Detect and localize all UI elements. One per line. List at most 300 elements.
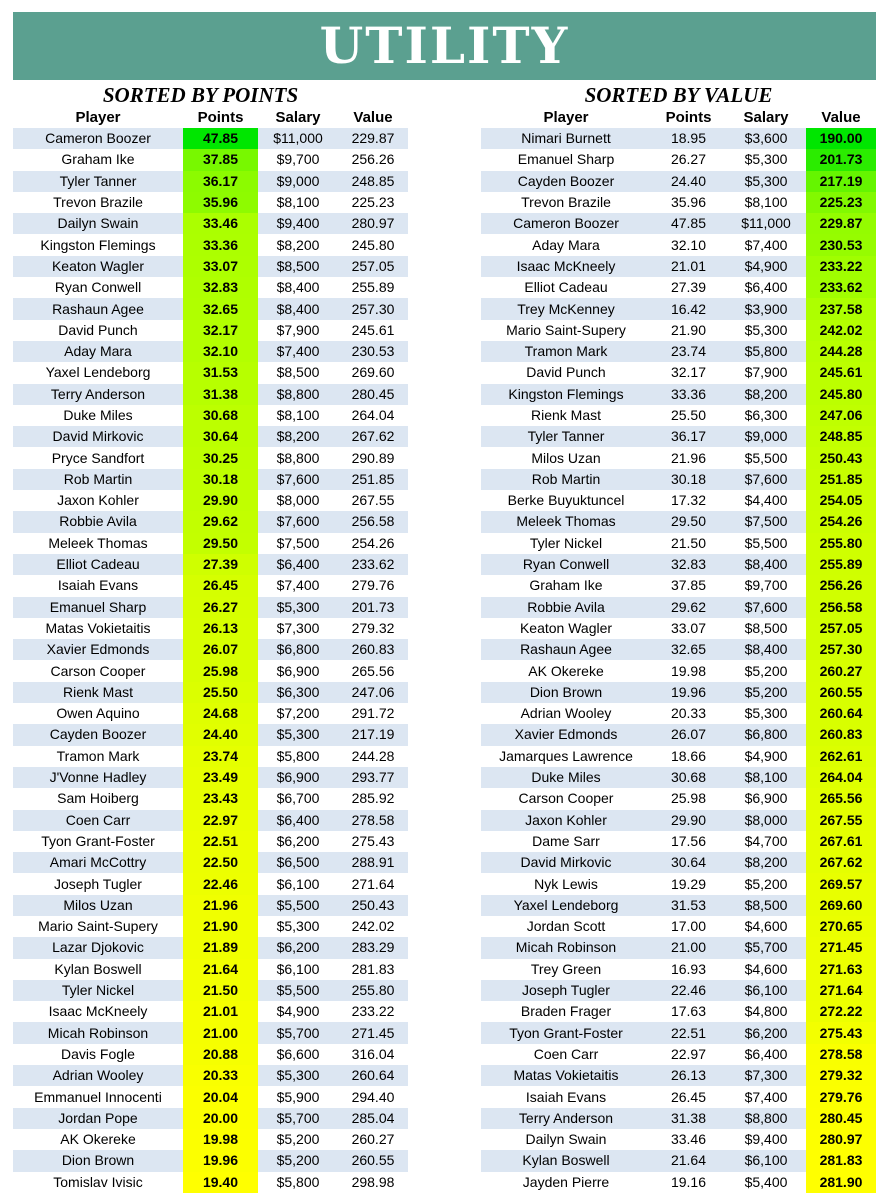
- value-cell: 256.58: [338, 511, 408, 532]
- value-cell: 262.61: [806, 746, 876, 767]
- player-cell: Dailyn Swain: [481, 1129, 651, 1150]
- player-cell: Jaxon Kohler: [13, 490, 183, 511]
- player-cell: Tyon Grant-Foster: [13, 831, 183, 852]
- points-cell: 20.00: [183, 1108, 258, 1129]
- salary-cell: $5,200: [726, 873, 806, 894]
- table-row: [13, 618, 408, 639]
- points-cell: 32.10: [183, 341, 258, 362]
- player-cell: Emanuel Sharp: [13, 597, 183, 618]
- salary-cell: $5,400: [726, 1172, 806, 1193]
- value-cell: 257.30: [806, 639, 876, 660]
- value-cell: 254.05: [806, 490, 876, 511]
- table-row: [481, 597, 876, 618]
- salary-cell: $8,500: [258, 362, 338, 383]
- value-cell: 298.98: [338, 1172, 408, 1193]
- player-cell: Meleek Thomas: [481, 511, 651, 532]
- points-cell: 47.85: [183, 128, 258, 149]
- table-row: [13, 639, 408, 660]
- player-cell: Cayden Boozer: [481, 171, 651, 192]
- table-row: [13, 895, 408, 916]
- salary-cell: $6,200: [258, 831, 338, 852]
- header-row: [481, 106, 876, 128]
- player-cell: Robbie Avila: [481, 597, 651, 618]
- table-row: [481, 171, 876, 192]
- table-row: [13, 873, 408, 894]
- points-cell: 26.07: [183, 639, 258, 660]
- salary-cell: $8,400: [258, 298, 338, 319]
- salary-cell: $6,300: [726, 405, 806, 426]
- player-cell: Trey Green: [481, 959, 651, 980]
- value-cell: 271.64: [806, 980, 876, 1001]
- salary-cell: $8,200: [258, 426, 338, 447]
- player-cell: Nyk Lewis: [481, 873, 651, 894]
- value-cell: 275.43: [806, 1022, 876, 1043]
- value-cell: 280.97: [338, 213, 408, 234]
- player-cell: Tomislav Ivisic: [13, 1172, 183, 1193]
- points-cell: 21.90: [651, 320, 726, 341]
- value-cell: 280.45: [338, 384, 408, 405]
- player-cell: David Mirkovic: [481, 852, 651, 873]
- player-cell: Kingston Flemings: [481, 384, 651, 405]
- points-cell: 31.38: [651, 1108, 726, 1129]
- player-cell: Davis Fogle: [13, 1044, 183, 1065]
- value-cell: 250.43: [338, 895, 408, 916]
- value-cell: 257.30: [338, 298, 408, 319]
- player-cell: Cayden Boozer: [13, 724, 183, 745]
- salary-cell: $8,400: [726, 639, 806, 660]
- salary-cell: $8,800: [726, 1108, 806, 1129]
- points-cell: 22.50: [183, 852, 258, 873]
- points-cell: 32.65: [651, 639, 726, 660]
- points-heading: SORTED BY POINTS: [102, 83, 299, 107]
- salary-cell: $5,900: [258, 1086, 338, 1107]
- value-cell: 251.85: [806, 469, 876, 490]
- value-cell: 233.22: [338, 1001, 408, 1022]
- points-cell: 33.46: [183, 213, 258, 234]
- value-cell: 233.22: [806, 256, 876, 277]
- value-cell: 281.83: [806, 1150, 876, 1171]
- salary-cell: $5,200: [726, 660, 806, 681]
- points-cell: 26.13: [651, 1065, 726, 1086]
- salary-cell: $4,900: [726, 746, 806, 767]
- points-cell: 22.97: [651, 1044, 726, 1065]
- player-cell: Pryce Sandfort: [13, 447, 183, 468]
- value-cell: 280.97: [806, 1129, 876, 1150]
- salary-cell: $5,300: [258, 724, 338, 745]
- table-row: [481, 895, 876, 916]
- value-cell: 267.55: [806, 810, 876, 831]
- salary-cell: $5,300: [258, 1065, 338, 1086]
- table-row: [481, 277, 876, 298]
- salary-cell: $6,200: [726, 1022, 806, 1043]
- value-cell: 255.80: [338, 980, 408, 1001]
- points-panel: [13, 84, 408, 1193]
- table-row: [481, 1044, 876, 1065]
- salary-cell: $6,800: [726, 724, 806, 745]
- points-cell: 32.10: [651, 234, 726, 255]
- value-cell: 245.80: [806, 384, 876, 405]
- points-cell: 37.85: [183, 149, 258, 170]
- table-row: [481, 469, 876, 490]
- value-cell: 260.27: [806, 660, 876, 681]
- salary-cell: $5,500: [726, 447, 806, 468]
- points-cell: 26.27: [183, 597, 258, 618]
- value-cell: 267.55: [338, 490, 408, 511]
- player-cell: Isaiah Evans: [13, 575, 183, 596]
- table-row: [13, 511, 408, 532]
- points-cell: 22.51: [651, 1022, 726, 1043]
- table-row: [481, 937, 876, 958]
- table-row: [13, 767, 408, 788]
- player-cell: Carson Cooper: [13, 660, 183, 681]
- player-cell: Matas Vokietaitis: [481, 1065, 651, 1086]
- player-cell: Braden Frager: [481, 1001, 651, 1022]
- table-row: [481, 1065, 876, 1086]
- salary-cell: $5,200: [258, 1150, 338, 1171]
- table-row: [13, 384, 408, 405]
- table-row: [13, 1150, 408, 1171]
- player-cell: Xavier Edmonds: [481, 724, 651, 745]
- table-row: [481, 810, 876, 831]
- player-cell: Mario Saint-Supery: [13, 916, 183, 937]
- points-cell: 29.62: [183, 511, 258, 532]
- salary-cell: $6,900: [726, 788, 806, 809]
- player-cell: Emanuel Sharp: [481, 149, 651, 170]
- points-cell: 21.89: [183, 937, 258, 958]
- points-cell: 18.95: [651, 128, 726, 149]
- table-row: [481, 746, 876, 767]
- table-row: [481, 831, 876, 852]
- table-row: [481, 128, 876, 149]
- value-cell: 281.90: [806, 1172, 876, 1193]
- value-cell: 247.06: [806, 405, 876, 426]
- table-row: [481, 724, 876, 745]
- salary-cell: $7,200: [258, 703, 338, 724]
- salary-cell: $5,300: [726, 171, 806, 192]
- salary-cell: $5,500: [726, 533, 806, 554]
- player-cell: Owen Aquino: [13, 703, 183, 724]
- table-row: [481, 192, 876, 213]
- table-row: [13, 213, 408, 234]
- table-row: [13, 746, 408, 767]
- table-row: [481, 298, 876, 319]
- player-cell: Duke Miles: [13, 405, 183, 426]
- value-cell: 271.45: [338, 1022, 408, 1043]
- player-cell: Coen Carr: [13, 810, 183, 831]
- table-row: [481, 788, 876, 809]
- points-cell: 19.98: [183, 1129, 258, 1150]
- value-heading: SORTED BY VALUE: [584, 83, 773, 107]
- salary-cell: $7,600: [726, 469, 806, 490]
- points-cell: 19.40: [183, 1172, 258, 1193]
- value-cell: 225.23: [338, 192, 408, 213]
- table-row: [481, 1022, 876, 1043]
- salary-cell: $6,300: [258, 682, 338, 703]
- table-row: [13, 298, 408, 319]
- points-cell: 22.97: [183, 810, 258, 831]
- player-cell: Mario Saint-Supery: [481, 320, 651, 341]
- points-cell: 19.96: [183, 1150, 258, 1171]
- points-cell: 29.90: [651, 810, 726, 831]
- points-cell: 30.64: [651, 852, 726, 873]
- table-row: [13, 320, 408, 341]
- points-cell: 21.96: [183, 895, 258, 916]
- player-cell: Adrian Wooley: [13, 1065, 183, 1086]
- points-cell: 25.50: [651, 405, 726, 426]
- salary-cell: $6,400: [726, 1044, 806, 1065]
- salary-cell: $7,400: [726, 1086, 806, 1107]
- table-row: [13, 852, 408, 873]
- value-cell: 290.89: [338, 447, 408, 468]
- points-cell: 17.32: [651, 490, 726, 511]
- table-row: [481, 660, 876, 681]
- table-row: [481, 575, 876, 596]
- salary-cell: $6,800: [258, 639, 338, 660]
- player-cell: Isaac McKneely: [13, 1001, 183, 1022]
- player-cell: Isaac McKneely: [481, 256, 651, 277]
- table-row: [13, 490, 408, 511]
- points-cell: 21.90: [183, 916, 258, 937]
- salary-cell: $5,300: [726, 703, 806, 724]
- value-cell: 229.87: [338, 128, 408, 149]
- player-cell: Amari McCottry: [13, 852, 183, 873]
- player-cell: Yaxel Lendeborg: [481, 895, 651, 916]
- salary-cell: $7,900: [726, 362, 806, 383]
- table-row: [13, 277, 408, 298]
- table-row: [13, 554, 408, 575]
- value-cell: 269.60: [806, 895, 876, 916]
- points-cell: 21.00: [183, 1022, 258, 1043]
- salary-cell: $8,000: [258, 490, 338, 511]
- player-cell: Cameron Boozer: [13, 128, 183, 149]
- player-cell: Micah Robinson: [13, 1022, 183, 1043]
- player-cell: Trevon Brazile: [13, 192, 183, 213]
- value-cell: 260.83: [338, 639, 408, 660]
- player-cell: Nimari Burnett: [481, 128, 651, 149]
- salary-cell: $5,200: [726, 682, 806, 703]
- salary-cell: $6,900: [258, 767, 338, 788]
- points-cell: 21.96: [651, 447, 726, 468]
- points-cell: 24.68: [183, 703, 258, 724]
- salary-cell: $7,500: [726, 511, 806, 532]
- value-cell: 230.53: [806, 234, 876, 255]
- player-cell: Trey McKenney: [481, 298, 651, 319]
- table-row: [481, 1108, 876, 1129]
- player-cell: Milos Uzan: [481, 447, 651, 468]
- col-header-value: Value: [821, 108, 861, 126]
- value-cell: 267.62: [338, 426, 408, 447]
- value-cell: 251.85: [338, 469, 408, 490]
- salary-cell: $4,700: [726, 831, 806, 852]
- value-cell: 256.58: [806, 597, 876, 618]
- points-cell: 24.40: [183, 724, 258, 745]
- points-cell: 26.07: [651, 724, 726, 745]
- points-cell: 21.01: [651, 256, 726, 277]
- table-row: [13, 405, 408, 426]
- value-cell: 316.04: [338, 1044, 408, 1065]
- points-cell: 22.46: [651, 980, 726, 1001]
- col-header-player: Player: [75, 108, 121, 126]
- table-row: [13, 1044, 408, 1065]
- title-banner: [13, 12, 876, 80]
- value-cell: 242.02: [806, 320, 876, 341]
- table-row: [481, 447, 876, 468]
- points-cell: 29.50: [651, 511, 726, 532]
- value-cell: 245.61: [806, 362, 876, 383]
- points-cell: 33.36: [651, 384, 726, 405]
- salary-cell: $8,500: [726, 895, 806, 916]
- player-cell: Xavier Edmonds: [13, 639, 183, 660]
- points-cell: 26.13: [183, 618, 258, 639]
- table-row: [13, 426, 408, 447]
- table-row: [481, 703, 876, 724]
- salary-cell: $6,700: [258, 788, 338, 809]
- points-cell: 30.64: [183, 426, 258, 447]
- col-header-salary: Salary: [743, 108, 789, 126]
- table-row: [481, 384, 876, 405]
- player-cell: Carson Cooper: [481, 788, 651, 809]
- value-cell: 271.63: [806, 959, 876, 980]
- salary-cell: $5,500: [258, 895, 338, 916]
- table-row: [481, 213, 876, 234]
- value-cell: 281.83: [338, 959, 408, 980]
- table-row: [13, 171, 408, 192]
- player-cell: Emmanuel Innocenti: [13, 1086, 183, 1107]
- value-cell: 285.04: [338, 1108, 408, 1129]
- page-title: UTILITY: [319, 16, 570, 75]
- table-row: [481, 533, 876, 554]
- table-row: [13, 1001, 408, 1022]
- col-header-salary: Salary: [275, 108, 321, 126]
- salary-cell: $7,600: [726, 597, 806, 618]
- player-cell: Dion Brown: [13, 1150, 183, 1171]
- points-cell: 22.51: [183, 831, 258, 852]
- points-cell: 16.93: [651, 959, 726, 980]
- player-cell: Berke Buyuktuncel: [481, 490, 651, 511]
- value-cell: 248.85: [338, 171, 408, 192]
- salary-cell: $6,100: [726, 980, 806, 1001]
- points-cell: 27.39: [651, 277, 726, 298]
- player-cell: Keaton Wagler: [481, 618, 651, 639]
- table-row: [481, 618, 876, 639]
- salary-cell: $8,100: [726, 767, 806, 788]
- salary-cell: $8,500: [726, 618, 806, 639]
- points-cell: 29.90: [183, 490, 258, 511]
- player-cell: Rienk Mast: [13, 682, 183, 703]
- value-cell: 254.26: [338, 533, 408, 554]
- salary-cell: $5,700: [258, 1108, 338, 1129]
- salary-cell: $11,000: [258, 128, 338, 149]
- value-cell: 264.04: [338, 405, 408, 426]
- salary-cell: $4,600: [726, 916, 806, 937]
- value-cell: 288.91: [338, 852, 408, 873]
- col-header-player: Player: [543, 108, 589, 126]
- header-row: [13, 106, 408, 128]
- table-row: [13, 469, 408, 490]
- value-cell: 245.61: [338, 320, 408, 341]
- value-cell: 267.61: [806, 831, 876, 852]
- points-cell: 19.98: [651, 660, 726, 681]
- salary-cell: $4,900: [258, 1001, 338, 1022]
- points-cell: 21.64: [651, 1150, 726, 1171]
- salary-cell: $6,100: [258, 873, 338, 894]
- salary-cell: $5,200: [258, 1129, 338, 1150]
- salary-cell: $3,900: [726, 298, 806, 319]
- value-cell: 269.60: [338, 362, 408, 383]
- player-cell: Graham Ike: [13, 149, 183, 170]
- value-cell: 237.58: [806, 298, 876, 319]
- player-cell: Micah Robinson: [481, 937, 651, 958]
- salary-cell: $7,400: [258, 575, 338, 596]
- points-cell: 20.33: [651, 703, 726, 724]
- value-cell: 255.80: [806, 533, 876, 554]
- value-cell: 271.64: [338, 873, 408, 894]
- col-header-points: Points: [665, 108, 712, 126]
- salary-cell: $7,600: [258, 511, 338, 532]
- points-cell: 23.74: [651, 341, 726, 362]
- table-row: [13, 447, 408, 468]
- player-cell: Kylan Boswell: [481, 1150, 651, 1171]
- points-cell: 33.07: [183, 256, 258, 277]
- points-cell: 36.17: [651, 426, 726, 447]
- table-row: [13, 1022, 408, 1043]
- table-row: [13, 575, 408, 596]
- table-row: [13, 959, 408, 980]
- player-cell: Meleek Thomas: [13, 533, 183, 554]
- table-row: [13, 831, 408, 852]
- salary-cell: $8,200: [258, 234, 338, 255]
- player-cell: Tyon Grant-Foster: [481, 1022, 651, 1043]
- points-cell: 26.45: [183, 575, 258, 596]
- value-cell: 229.87: [806, 213, 876, 234]
- table-row: [481, 1172, 876, 1193]
- player-cell: Tyler Nickel: [13, 980, 183, 1001]
- value-cell: 201.73: [806, 149, 876, 170]
- col-header-value: Value: [353, 108, 393, 126]
- points-table-body: [13, 128, 408, 1193]
- value-cell: 279.32: [806, 1065, 876, 1086]
- player-cell: Terry Anderson: [13, 384, 183, 405]
- table-row: [481, 341, 876, 362]
- table-row: [13, 1129, 408, 1150]
- player-cell: Coen Carr: [481, 1044, 651, 1065]
- value-cell: 250.43: [806, 447, 876, 468]
- value-table-body: [481, 128, 876, 1193]
- points-cell: 20.33: [183, 1065, 258, 1086]
- col-header-points: Points: [197, 108, 244, 126]
- table-row: [13, 660, 408, 681]
- table-row: [481, 767, 876, 788]
- table-row: [13, 533, 408, 554]
- player-cell: J'Vonne Hadley: [13, 767, 183, 788]
- value-cell: 278.58: [338, 810, 408, 831]
- table-row: [13, 1086, 408, 1107]
- player-cell: Elliot Cadeau: [13, 554, 183, 575]
- player-cell: Tyler Tanner: [13, 171, 183, 192]
- salary-cell: $8,500: [258, 256, 338, 277]
- salary-cell: $9,700: [258, 149, 338, 170]
- table-row: [13, 703, 408, 724]
- salary-cell: $6,400: [258, 554, 338, 575]
- value-cell: 279.76: [338, 575, 408, 596]
- value-cell: 265.56: [338, 660, 408, 681]
- table-row: [13, 724, 408, 745]
- value-cell: 247.06: [338, 682, 408, 703]
- value-cell: 260.83: [806, 724, 876, 745]
- table-row: [481, 511, 876, 532]
- salary-cell: $7,400: [258, 341, 338, 362]
- value-cell: 201.73: [338, 597, 408, 618]
